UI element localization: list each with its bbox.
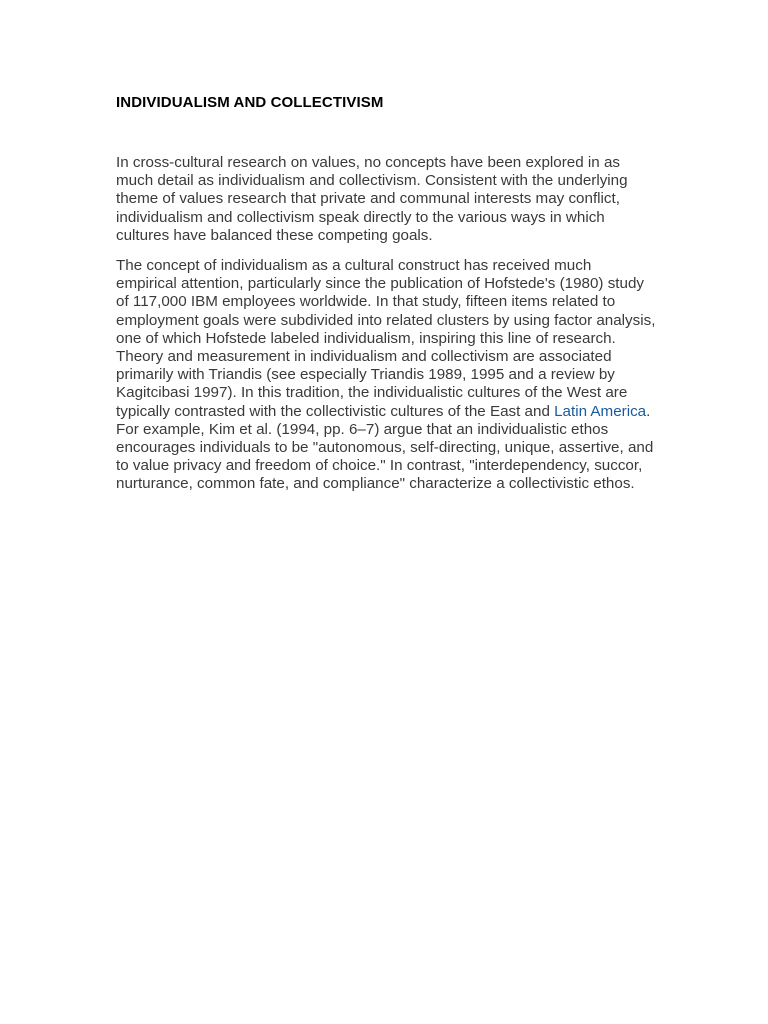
paragraph-1: In cross-cultural research on values, no concepts have been explored in as much detail as individualism and collectivism. Consistent with the underlying theme of values research that private and communal interests may conflict, individualism and collectivism speak directly to the various ways in which cultures have balanced these competing goals. — [116, 154, 628, 244]
latin-america-link[interactable]: Latin America — [554, 402, 647, 420]
paragraph-2 — [116, 257, 656, 494]
paragraph-2-text-after-link: . For example, Kim et al. (1994, pp. 6–7) argue that an individualistic ethos encourages individuals to be "autonomous, self-directing, unique, assertive, and to value privacy and freedom of choice." In contrast, "interdependency, succor, nurturance, common fate, and compliance" characterize a collectivistic ethos. — [116, 402, 654, 493]
document-body — [116, 94, 656, 506]
document-title: INDIVIDUALISM AND COLLECTIVISM — [116, 94, 384, 111]
paragraph-2-text-before-link: The concept of individualism as a cultural construct has received much empirical attention, particularly since the publication of Hofstede's (1980) study of 117,000 IBM employees worldwide. In that study, fifteen items related to employment goals were subdivided into related clusters by using factor analysis, one of which Hofstede labeled individualism, inspiring this line of research. Theory and measurement in individualism and collectivism are associated primarily with Triandis (see especially Triandis 1989, 1995 and a review by Kagitcibasi 1997). In this tradition, the individualistic cultures of the West are typically contrasted with the collectivistic cultures of the East and — [116, 257, 656, 420]
